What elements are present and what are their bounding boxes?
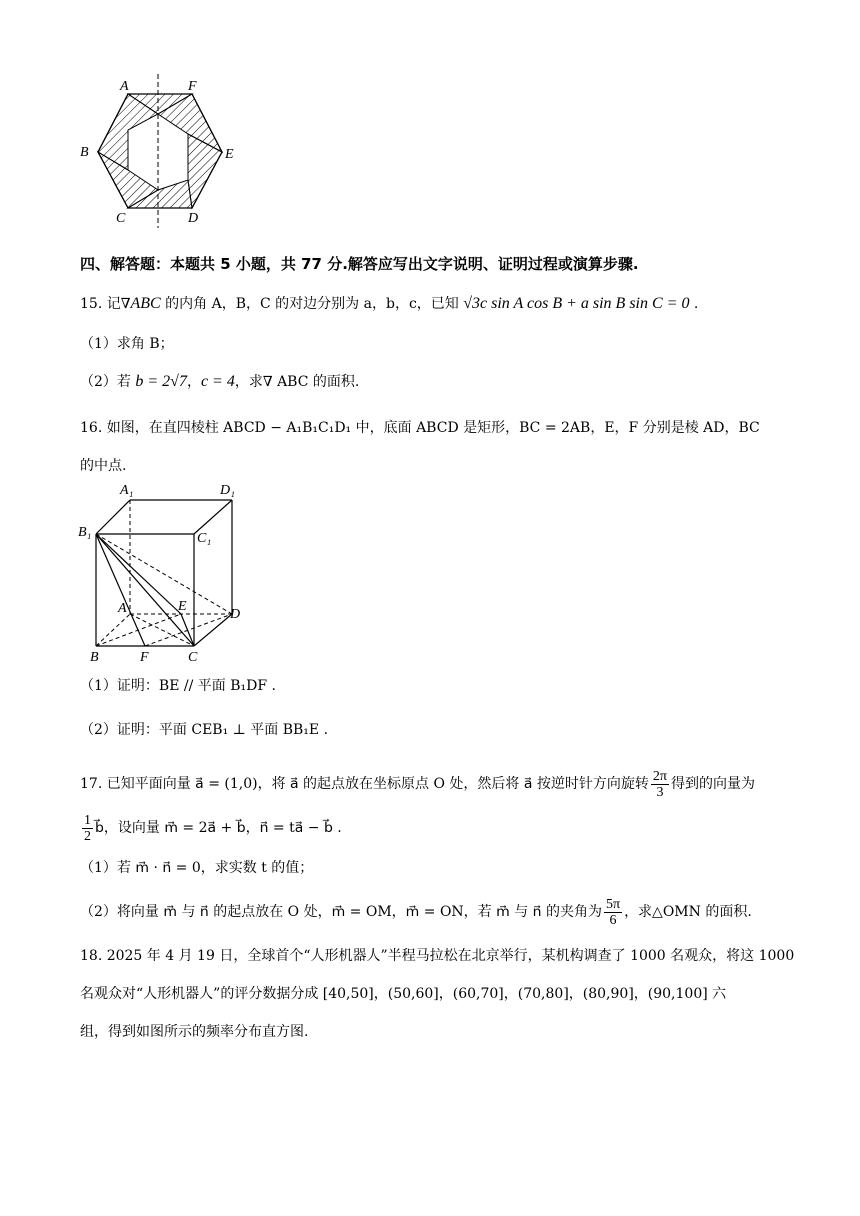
prism-label-b1: B₁ — [78, 525, 92, 540]
prism-label-b: B — [90, 650, 99, 665]
q18-line3: 组，得到如图所示的频率分布直方图. — [80, 1024, 309, 1040]
hex-label-c: C — [116, 211, 126, 226]
q17-p2b: ，求△OMN 的面积. — [624, 904, 752, 920]
hexagon-figure — [70, 70, 250, 230]
q16-part2: （2）证明：平面 CEB₁ ⊥ 平面 BB₁E . — [80, 722, 329, 738]
q15-prefix: 15. 记∇ — [80, 296, 131, 312]
hex-label-e: E — [225, 147, 234, 162]
q15-mid: 的内角 A，B，C 的对边分别为 a，b，c，已知 — [160, 296, 464, 312]
prism-label-f: F — [140, 650, 149, 665]
prism-label-c: C — [188, 650, 198, 665]
q15-stem — [80, 294, 698, 314]
q17-line2-text: b⃗，设向量 m⃗ = 2a⃗ + b⃗，n⃗ = ta⃗ − b⃗ . — [95, 820, 342, 836]
prism-label-e: E — [178, 599, 187, 614]
q15-p2-prefix: （2）若 — [80, 374, 136, 390]
hex-label-a: A — [120, 79, 129, 94]
q17-part1: （1）若 m⃗ · n⃗ = 0，求实数 t 的值； — [80, 860, 314, 876]
q17-rot-num: 2π — [652, 768, 667, 784]
q16-part1: （1）证明：BE // 平面 B₁DF . — [80, 678, 276, 694]
q16-line2: 的中点. — [80, 458, 127, 474]
prism-label-c1: C₁ — [197, 531, 212, 546]
prism-label-d1: D₁ — [220, 483, 235, 498]
q17-half-fraction — [82, 813, 93, 844]
q17-ang-den: 6 — [609, 912, 617, 928]
prism-label-a: A — [118, 601, 127, 616]
q17-line1b: 得到的向量为 — [670, 776, 755, 792]
hex-label-f: F — [188, 79, 197, 94]
prism-label-a1: A₁ — [120, 483, 134, 498]
q17-line2 — [80, 808, 342, 848]
q17-half-num: 1 — [84, 812, 91, 828]
q15-end: . — [689, 296, 699, 312]
q18-line2: 名观众对“人形机器人”的评分数据分成 [40,50]，(50,60]，(60,70]，(70,80]，(80,90]，(90,100] 六 — [80, 986, 727, 1002]
q17-line1a: 17. 已知平面向量 a⃗ = (1,0)，将 a⃗ 的起点放在坐标原点 O 处，然后将 a⃗ 按逆时针方向旋转 — [80, 776, 649, 792]
q15-part2: （2）若 b = 2√7，c = 4，求∇ ABC 的面积. — [80, 373, 360, 390]
section-heading: 四、解答题：本题共 5 小题，共 77 分.解答应写出文字说明、证明过程或演算步骤. — [80, 255, 639, 273]
q17-line1 — [80, 764, 755, 804]
prism-figure — [72, 480, 252, 665]
q15-c-value: c = 4 — [200, 373, 235, 390]
q17-half-den: 2 — [84, 828, 91, 844]
q15-p2-end: ，求∇ ABC 的面积. — [234, 374, 360, 390]
q15-equation: √3c sin A cos B + a sin B sin C = 0 — [463, 295, 690, 312]
hex-label-d: D — [188, 211, 199, 226]
q17-rotation-fraction — [651, 769, 669, 800]
q15-part1: （1）求角 B； — [80, 336, 174, 352]
q17-part2 — [80, 892, 752, 932]
hex-label-b: B — [80, 145, 89, 160]
q15-tri: ABC — [130, 295, 161, 312]
q16-line1: 16. 如图，在直四棱柱 ABCD − A₁B₁C₁D₁ 中，底面 ABCD 是矩形，BC = 2AB，E，F 分别是棱 AD，BC — [80, 420, 760, 436]
q17-rot-den: 3 — [656, 784, 664, 800]
prism-label-d: D — [230, 607, 241, 622]
q17-ang-num: 5π — [605, 896, 621, 912]
q18-line1: 18. 2025 年 4 月 19 日，全球首个“人形机器人”半程马拉松在北京举行，某机构调查了 1000 名观众，将这 1000 — [80, 948, 795, 964]
q15-b-value: b = 2√7 — [135, 373, 187, 390]
q17-p2a: （2）将向量 m⃗ 与 n⃗ 的起点放在 O 处，m⃗ = OM，m⃗ = ON，若 m⃗ 与 n⃗ 的夹角为 — [80, 904, 602, 920]
q17-angle-fraction — [604, 897, 622, 928]
